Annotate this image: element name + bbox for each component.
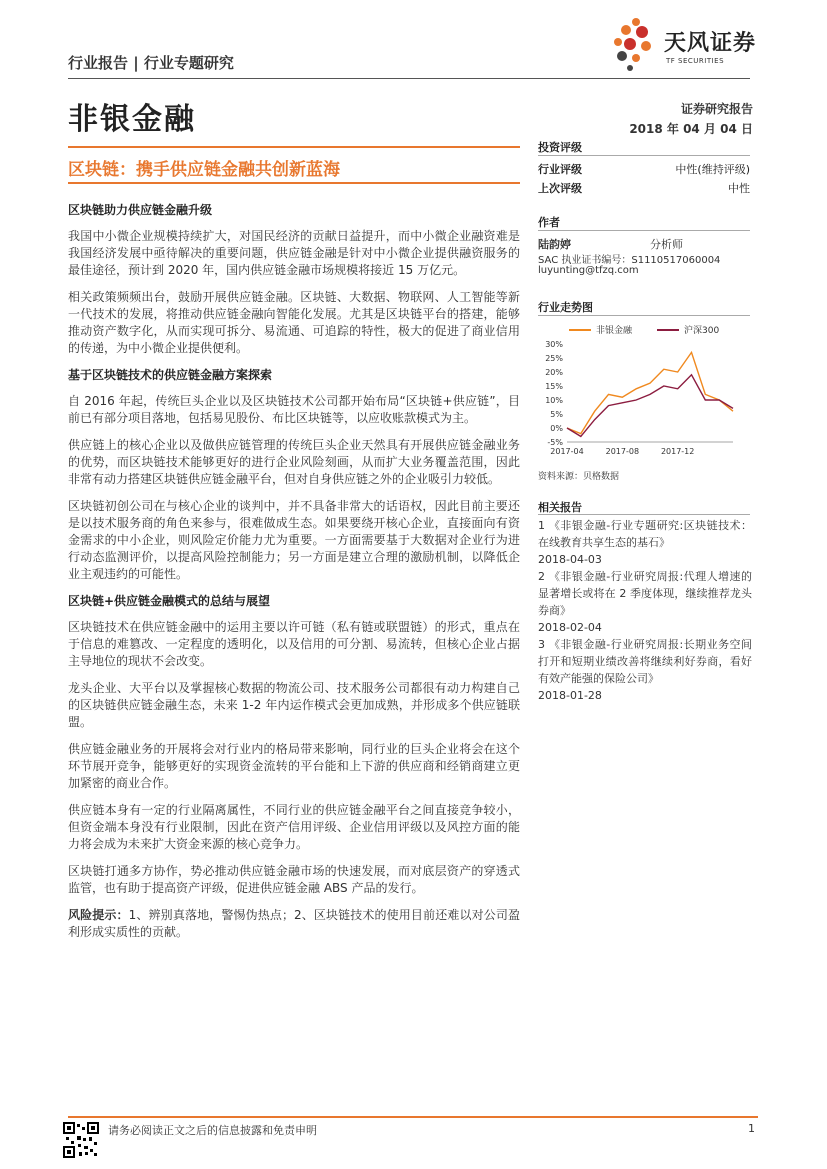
chart-source: 资料来源：贝格数据	[538, 472, 620, 482]
headline: 区块链：携手供应链金融共创新蓝海	[68, 160, 340, 180]
rating-label: 行业评级	[538, 163, 582, 176]
prev-rating-label: 上次评级	[538, 182, 582, 195]
x-tick-label: 2017-08	[605, 447, 640, 456]
report-category: 行业报告 | 行业专题研究	[68, 54, 234, 72]
company-logo	[608, 14, 768, 74]
report-type: 证券研究报告	[680, 102, 753, 116]
paragraph: 自 2016 年起，传统巨头企业以及区块链技术公司都开始布局“区块链+供应链”，目前已有部分项目落地，包括易见股份、布比区块链等，以应收账款模式为主。	[68, 394, 520, 425]
rating-value: 中性(维持评级)	[675, 163, 750, 176]
footer-divider	[68, 1116, 758, 1118]
related-report-link[interactable]: 2 《非银金融-行业研究周报:代理人增速的显著增长或将在 2 季度体现，继续推荐龙头券商》	[538, 570, 752, 617]
risk-text: 1、辨别真落地，警惕伪热点；2、区块链技术的使用目前还难以对公司盈利形成实质性的贡献。	[68, 908, 520, 939]
trend-title: 行业走势图	[538, 301, 593, 314]
footer-disclaimer: 请务必阅读正文之后的信息披露和免责申明	[108, 1124, 317, 1137]
section-title: 区块链助力供应链金融升级	[68, 203, 213, 217]
related-title: 相关报告	[538, 501, 582, 514]
related-report-date: 2018-04-03	[538, 553, 602, 566]
paragraph: 我国中小微企业规模持续扩大，对国民经济的贡献日益提升，而中小微企业融资难是我国经济发展中亟待解决的重要问题，供应链金融是针对中小微企业提供融资服务的最佳途径，预计到 2020 年，国内供应链金融市场规模将接近 15 万亿元。	[68, 229, 520, 277]
paragraph: 相关政策频频出台，鼓励开展供应链金融。区块链、大数据、物联网、人工智能等新一代技术的发展，将推动供应链金融向智能化发展。尤其是区块链平台的搭建，能够推动资产数字化，从而实现可拆分、易流通、可追踪的特性，极大的促进了商业信用的传递，为中小微企业提供便利。	[68, 290, 520, 355]
sidebar-rule	[538, 315, 750, 316]
author-email[interactable]: luyunting@tfzq.com	[538, 265, 639, 276]
y-tick-label: 15%	[545, 382, 563, 391]
legend-label: 非银金融	[596, 326, 633, 336]
author-role: 分析师	[650, 238, 683, 251]
related-reports	[538, 517, 752, 704]
x-tick-label: 2017-04	[550, 447, 584, 456]
risk-warning	[68, 907, 520, 941]
paragraph: 区块链初创公司在与核心企业的谈判中，并不具备非常大的话语权，因此目前主要还是以技术服务商的角色来参与，很难做成生态。如果要绕开核心企业，直接面向有资金需求的中小企业，则风险定价能力尤为重要。一方面需要基于大数据对企业行为进行动态监测评价，以提高风险控制能力；另一方面是建立合理的激励机制，以降低企业主观违约的可能性。	[68, 499, 520, 581]
author-title: 作者	[538, 216, 560, 229]
y-tick-label: 25%	[545, 354, 563, 363]
y-tick-label: 0%	[550, 424, 563, 433]
headline-bottom-rule	[68, 182, 520, 184]
sidebar-rule	[538, 514, 750, 515]
logo-text-en: TF SECURITIES	[666, 57, 725, 65]
page-number: 1	[748, 1122, 755, 1135]
paragraph: 供应链本身有一定的行业隔离属性，不同行业的供应链金融平台之间直接竞争较小，但资金端本身没有行业限制，因此在资产信用评级、企业信用评级以及风控方面的能力将会成为未来扩大资金来源的核心竞争力。	[68, 803, 520, 851]
author-name: 陆韵婷	[538, 238, 571, 251]
paragraph: 区块链技术在供应链金融中的运用主要以许可链（私有链或联盟链）的形式，重点在于信息的难篡改、一定程度的透明化，以及信用的可分割、易流转，但核心企业占据主导地位的现状不会改变。	[68, 620, 520, 668]
related-report-link[interactable]: 3 《非银金融-行业研究周报:长期业务空间打开和短期业绩改善将继续利好券商，看好有效产能强的保险公司》	[538, 638, 752, 685]
legend-label: 沪深300	[684, 326, 720, 336]
qr-code-icon	[63, 1122, 99, 1158]
sidebar-rule	[538, 230, 750, 231]
logo-text-cn: 天风证券	[664, 31, 757, 56]
x-tick-label: 2017-12	[660, 447, 695, 456]
prev-rating-value: 中性	[728, 182, 750, 195]
series-line	[567, 375, 733, 437]
y-tick-label: 20%	[545, 368, 563, 377]
logo-icon	[608, 14, 664, 74]
related-report-date: 2018-02-04	[538, 621, 602, 634]
related-report-date: 2018-01-28	[538, 689, 602, 702]
headline-top-rule	[68, 146, 520, 148]
y-tick-label: -5%	[547, 438, 563, 447]
paragraph: 区块链打通多方协作，势必推动供应链金融市场的快速发展，而对底层资产的穿透式监管，也有助于提高资产评级，促进供应链金融 ABS 产品的发行。	[68, 864, 520, 895]
industry-trend-chart	[533, 318, 755, 460]
header-divider	[68, 78, 750, 79]
paragraph: 供应链金融业务的开展将会对行业内的格局带来影响，同行业的巨头企业将会在这个环节展开竞争，能够更好的实现资金流转的平台能和上下游的供应商和经销商建立更加紧密的商业合作。	[68, 742, 520, 790]
sector-title: 非银金融	[68, 102, 196, 137]
section-title: 区块链+供应链金融模式的总结与展望	[68, 594, 271, 608]
y-tick-label: 5%	[550, 410, 563, 419]
report-date: 2018 年 04 月 04 日	[629, 122, 753, 136]
sidebar-rule	[538, 155, 750, 156]
section-title: 基于区块链技术的供应链金融方案探索	[68, 368, 273, 382]
paragraph: 龙头企业、大平台以及掌握核心数据的物流公司、技术服务公司都很有动力构建自己的区块链供应链金融生态，未来 1-2 年内运作模式会更加成熟，并形成多个供应链联盟。	[68, 681, 520, 729]
risk-label: 风险提示：	[68, 908, 129, 922]
paragraph: 供应链上的核心企业以及做供应链管理的传统巨头企业天然具有开展供应链金融业务的优势，而区块链技术能够更好的进行企业风险刻画，从而扩大业务覆盖范围，因此非常有动力搭建区块链供应链金融平台，但对自身供应链之外的企业吸引力较低。	[68, 438, 520, 486]
main-content	[68, 202, 520, 951]
y-tick-label: 10%	[545, 396, 563, 405]
y-tick-label: 30%	[545, 340, 563, 349]
related-report-link[interactable]: 1 《非银金融-行业专题研究:区块链技术：在线教育共享生态的基石》	[538, 519, 752, 549]
rating-title: 投资评级	[538, 141, 582, 154]
author-cert: SAC 执业证书编号：S1110517060004	[538, 255, 721, 266]
series-line	[567, 352, 733, 433]
